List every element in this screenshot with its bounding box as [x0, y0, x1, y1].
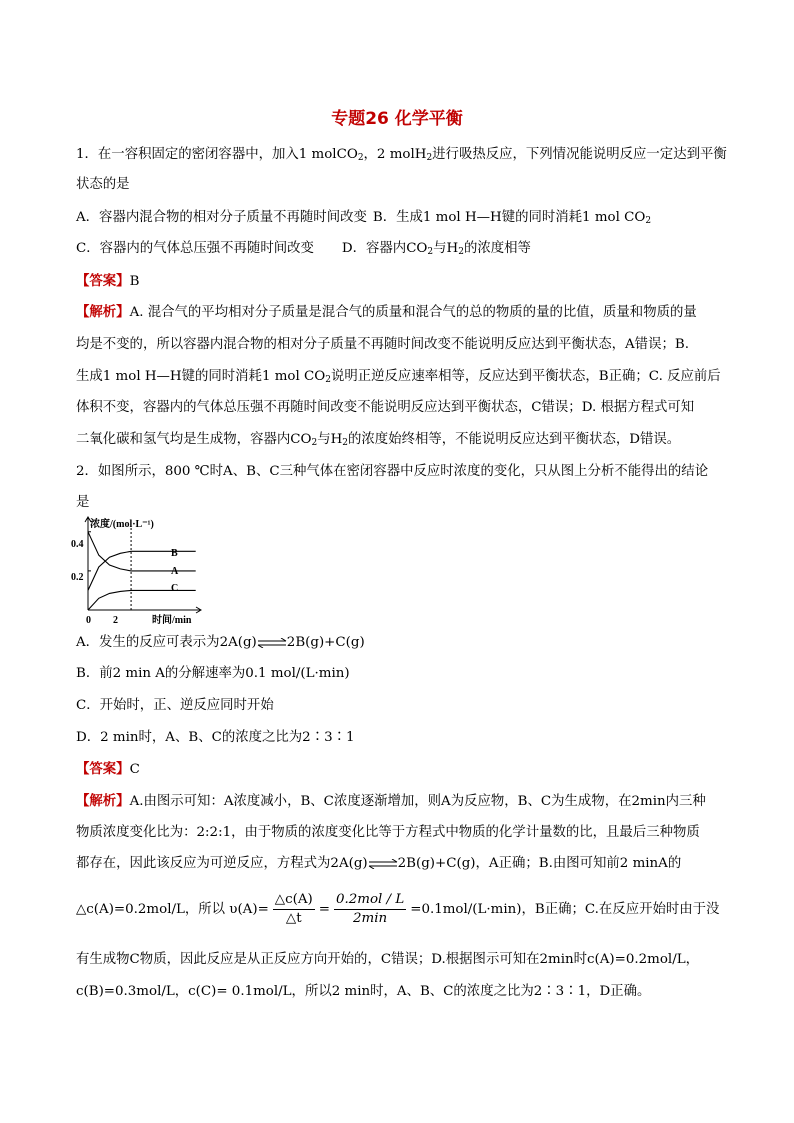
q2-option-a: A．发生的反应可表示为2A(g) 2B(g)+C(g) — [76, 635, 365, 650]
chart-x-tick-2: 2 — [113, 615, 118, 626]
chart-legend-b: B — [171, 548, 178, 559]
q2-option-b: B．前2 min A的分解速率为0.1 mol/(L·min) — [76, 666, 350, 681]
q1-answer: 【答案】B — [76, 273, 140, 289]
q2-answer: 【答案】C — [76, 761, 140, 777]
chart-y-tick-0.2: 0.2 — [71, 572, 84, 583]
q2-analysis-line2: 物质浓度变化比为：2:2:1，由于物质的浓度变化比等于方程式中物质的化学计量数的比，且最后三种物质 — [76, 825, 700, 840]
chart-axes — [85, 517, 201, 613]
q1-option-c: C．容器内的气体总压强不再随时间改变 — [76, 241, 314, 256]
q1-analysis-line2: 均是不变的，所以容器内混合物的相对分子质量不再随时间改变不能说明反应达到平衡状态，A错误；B. — [76, 337, 689, 352]
q2-stem-line2: 是 — [76, 495, 90, 510]
q2-analysis-line6: c(B)=0.3mol/L，c(C)= 0.1mol/L，所以2 min时，A、B、C的浓度之比为2∶3∶1，D正确。 — [76, 984, 651, 999]
q2-option-c: C．开始时，正、逆反应同时开始 — [76, 698, 274, 713]
chart-y-axis-label: 浓度/(mol·L⁻¹) — [90, 519, 154, 530]
q1-stem-line1: 1．在一容积固定的密闭容器中，加入1 molCO$_2$，2 molH$_2$进行吸热反应，下列情况能说明反应一定达到平衡 — [76, 147, 727, 163]
rate-fraction-numeric: $\frac{\text{0.2mol / L}}{2\min}$ — [335, 892, 405, 926]
q2-analysis-line4: △c(A)=0.2mol/L，所以 υ(A)= $\frac{\triangle c(A)}{\triangle t}$ = $\frac{\text{0.2mol / L}}{2\min}$ =0.1mol/(L·min)，B正确；C.在反应开始时由于没 — [76, 892, 720, 926]
equilibrium-arrow-icon — [368, 859, 398, 869]
concentration-time-chart — [70, 516, 205, 626]
q1-option-d: D．容器内$CO_2$与$H_2$的浓度相等 — [341, 241, 531, 257]
chart-series-lines — [88, 532, 196, 610]
q1-analysis-line3: 生成1 mol H—H键的同时消耗1 mol $CO_2$说明正逆反应速率相等，反应达到平衡状态，B正确；C. 反应前后 — [76, 369, 721, 385]
chart-series-C — [88, 590, 196, 610]
q2-option-d: D．2 min时，A、B、C的浓度之比为2∶3∶1 — [76, 730, 355, 745]
q2-analysis-line3: 都存在，因此该反应为可逆反应，方程式为2A(g) 2B(g)+C(g)，A正确；B.由图可知前2 minA的 — [76, 856, 682, 871]
q1-analysis-line4: 体积不变，容器内的气体总压强不再随时间改变不能说明反应达到平衡状态，C错误；D. 根据方程式可知 — [76, 400, 695, 415]
q1-analysis-line5: 二氧化碳和氢气均是生成物，容器内$CO_2$与$H_2$的浓度始终相等，不能说明反应达到平衡状态，D错误。 — [76, 432, 681, 448]
page-title: 专题26 化学平衡 — [331, 109, 463, 129]
chart-x-axis-label: 时间/min — [152, 615, 192, 626]
chart-x-tick-0: 0 — [86, 615, 91, 626]
q2-analysis-line1: 【解析】A.由图示可知：A浓度减小，B、C浓度逐渐增加，则A为反应物，B、C为生成物，在2min内三种 — [76, 793, 706, 809]
q2-stem-line1: 2．如图所示，800 ℃时A、B、C三种气体在密闭容器中反应时浓度的变化，只从图上分析不能得出的结论 — [76, 464, 709, 479]
chart-legend-a: A — [171, 566, 179, 577]
q1-option-a: A．容器内混合物的相对分子质量不再随时间改变 — [76, 210, 367, 225]
q1-options-cd — [76, 240, 531, 258]
chart-legend-c: C — [171, 583, 179, 594]
rate-fraction-symbolic: $\frac{\triangle c(A)}{\triangle t}$ — [274, 892, 313, 926]
chart-y-tick-0.4: 0.4 — [71, 539, 84, 550]
q1-stem-line2: 状态的是 — [76, 177, 130, 192]
q2-analysis-line5: 有生成物C物质，因此反应是从正反应方向开始的，C错误；D.根据图示可知在2min时c(A)=0.2mol/L， — [76, 952, 699, 967]
equilibrium-arrow-icon — [257, 638, 287, 648]
q1-option-b: B．生成1 mol H—H键的同时消耗1 mol CO — [372, 210, 646, 225]
q1-options-ab: A．容器内混合物的相对分子质量不再随时间改变 B．生成1 mol H—H键的同时消耗1 mol $CO_2$ — [76, 210, 652, 226]
q1-analysis-line1: 【解析】A. 混合气的平均相对分子质量是混合气的质量和混合气的总的物质的量的比值，质量和物质的量 — [76, 304, 697, 320]
